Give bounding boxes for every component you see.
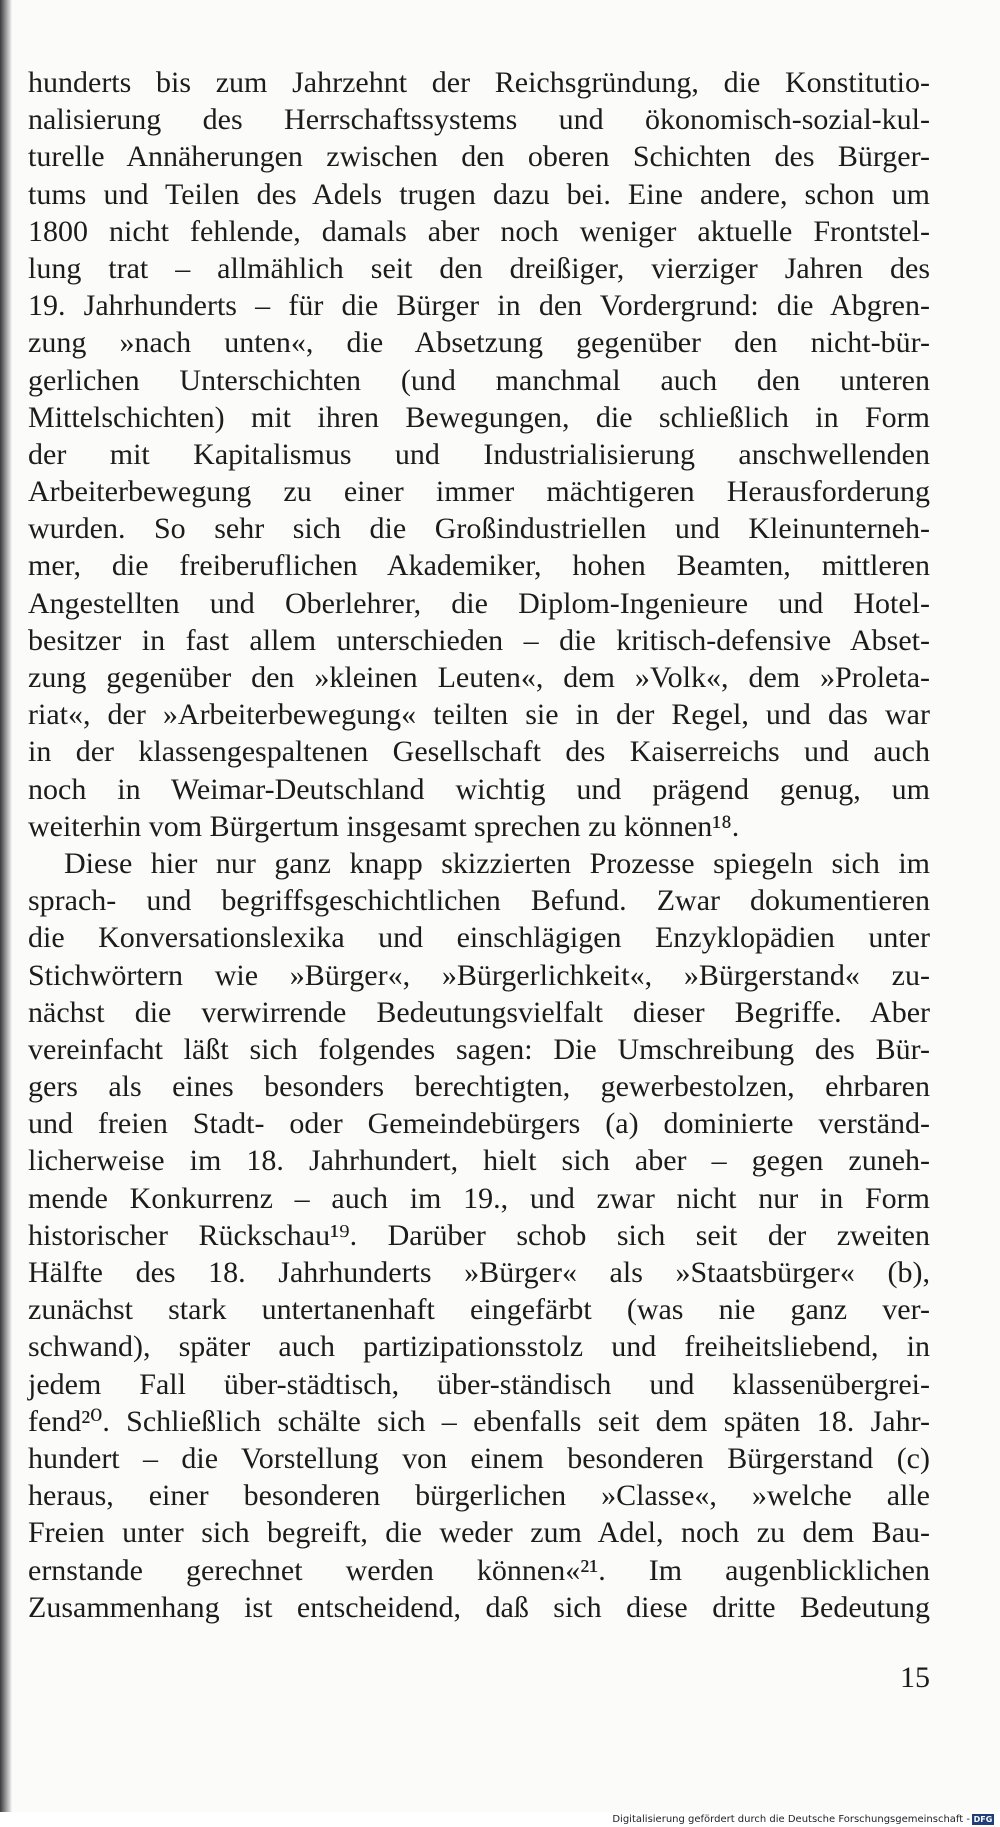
text-line: turelle Annäherungen zwischen den oberen Schichten des Bürger- xyxy=(28,140,930,174)
text-line: gers als eines besonders berechtigten, gewerbestolzen, ehrbaren xyxy=(28,1070,930,1104)
text-line: 19. Jahrhunderts – für die Bürger in den Vordergrund: die Abgren- xyxy=(28,289,930,323)
page-number: 15 xyxy=(900,1661,930,1694)
body-text xyxy=(28,64,930,1626)
text-line: wurden. So sehr sich die Großindustriellen und Kleinunterneh- xyxy=(28,512,930,546)
text-line: Arbeiterbewegung zu einer immer mächtigeren Herausforderung xyxy=(28,475,930,509)
text-line: ernstande gerechnet werden können«²¹. Im augenblicklichen xyxy=(28,1553,930,1587)
text-line: der mit Kapitalismus und Industrialisierung anschwellenden xyxy=(28,437,930,471)
text-line: noch in Weimar-Deutschland wichtig und prägend genug, um xyxy=(28,772,930,806)
text-line: gerlichen Unterschichten (und manchmal auch den unteren xyxy=(28,363,930,397)
text-line: nalisierung des Herrschaftssystems und ökonomisch-sozial-kul- xyxy=(28,103,930,137)
paragraph-start-line: Diese hier nur ganz knapp skizzierten Prozesse spiegeln sich im xyxy=(64,846,930,880)
text-line: Angestellten und Oberlehrer, die Diplom-Ingenieure und Hotel- xyxy=(28,586,930,620)
text-line: besitzer in fast allem unterschieden – die kritisch-defensive Abset- xyxy=(28,623,930,657)
text-line: sprach- und begriffsgeschichtlichen Befund. Zwar dokumentieren xyxy=(28,884,930,918)
text-line: jedem Fall über-städtisch, über-ständisch und klassenübergrei- xyxy=(28,1367,930,1401)
text-line: hundert – die Vorstellung von einem besonderen Bürgerstand (c) xyxy=(28,1441,930,1475)
text-line: zung gegenüber den »kleinen Leuten«, dem »Volk«, dem »Proleta- xyxy=(28,661,930,694)
text-line: Stichwörtern wie »Bürger«, »Bürgerlichkeit«, »Bürgerstand« zu- xyxy=(28,958,930,992)
digitization-footer xyxy=(0,1812,1000,1827)
text-line: in der klassengespaltenen Gesellschaft des Kaiserreichs und auch xyxy=(28,735,930,769)
text-line: licherweise im 18. Jahrhundert, hielt sich aber – gegen zuneh- xyxy=(28,1144,930,1178)
text-line: Freien unter sich begreift, die weder zum Adel, noch zu dem Bau- xyxy=(28,1516,930,1550)
text-line: Mittelschichten) mit ihren Bewegungen, die schließlich in Form xyxy=(28,400,930,434)
dfg-logo-icon: DFG xyxy=(973,1815,993,1824)
text-line: heraus, einer besonderen bürgerlichen »Classe«, »welche alle xyxy=(28,1479,930,1513)
text-line: schwand), später auch partizipationsstolz und freiheitsliebend, in xyxy=(28,1330,930,1364)
text-line: Zusammenhang ist entscheidend, daß sich diese dritte Bedeutung xyxy=(28,1590,930,1624)
text-line: riat«, der »Arbeiterbewegung« teilten sie in der Regel, und das war xyxy=(28,698,930,732)
text-line: nächst die verwirrende Bedeutungsvielfalt dieser Begriffe. Aber xyxy=(28,995,930,1029)
text-line: mende Konkurrenz – auch im 19., und zwar nicht nur in Form xyxy=(28,1181,930,1215)
text-line: tums und Teilen des Adels trugen dazu bei. Eine andere, schon um xyxy=(28,177,930,211)
text-line: die Konversationslexika und einschlägigen Enzyklopädien unter xyxy=(28,921,930,955)
text-line: lung trat – allmählich seit den dreißiger, vierziger Jahren des xyxy=(28,251,930,285)
text-line: und freien Stadt- oder Gemeindebürgers (a) dominierte verständ- xyxy=(28,1107,930,1141)
page-binding-edge xyxy=(0,0,12,1812)
text-line: mer, die freiberuflichen Akademiker, hohen Beamten, mittleren xyxy=(28,549,930,583)
text-line: hunderts bis zum Jahrzehnt der Reichsgründung, die Konstitutio- xyxy=(28,66,930,99)
footer-credit-text: Digitalisierung gefördert durch die Deutsche Forschungsgemeinschaft - xyxy=(612,1814,970,1825)
paragraph-end-line: weiterhin vom Bürgertum insgesamt sprechen zu können¹⁸. xyxy=(28,809,740,843)
text-line: Hälfte des 18. Jahrhunderts »Bürger« als »Staatsbürger« (b), xyxy=(28,1256,930,1289)
text-line: historischer Rückschau¹⁹. Darüber schob sich seit der zweiten xyxy=(28,1218,930,1252)
text-line: fend²⁰. Schließlich schälte sich – ebenfalls seit dem späten 18. Jahr- xyxy=(28,1404,930,1438)
text-line: 1800 nicht fehlende, damals aber noch weniger aktuelle Frontstel- xyxy=(28,214,930,248)
text-line: vereinfacht läßt sich folgendes sagen: Die Umschreibung des Bür- xyxy=(28,1032,930,1066)
text-line: zunächst stark untertanenhaft eingefärbt (was nie ganz ver- xyxy=(28,1293,930,1327)
text-line: zung »nach unten«, die Absetzung gegenüber den nicht-bür- xyxy=(28,326,930,360)
